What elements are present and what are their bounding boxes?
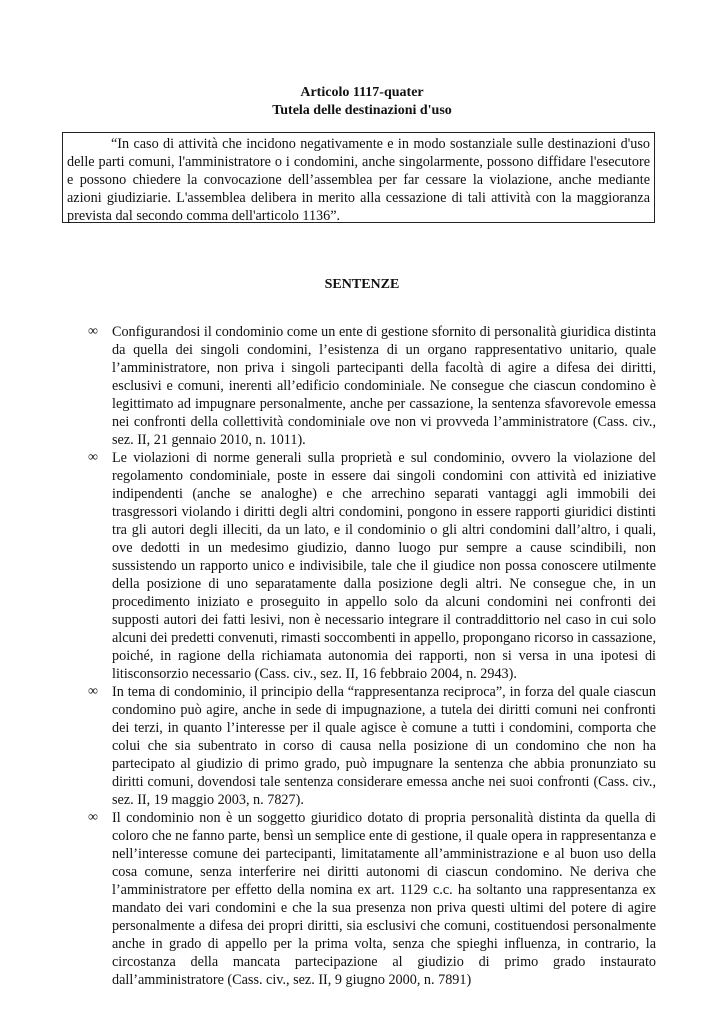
ruling-text: Le violazioni di norme generali sulla proprietà e sul condominio, ovvero la violazione del regolamento condominiale, poste in essere dai singoli condomini con attività ed iniziative indipendenti (anche se analoghe) e che arrechino separati vantaggi agli immobili dei trasgressori violando i diritti degli altri condomini, pongono in essere rapporti giuridici distinti tra gli autori degli illeciti, da un lato, e il condominio o gli altri condomini dall’altro, i quali, ove dedotti in un medesimo giudizio, danno luogo pur sempre a cause scindibili, non sussistendo un rapporto unico e indivisibile, tale che il giudice non possa conoscere utilmente della posizione di uno separatamente dalla posizione degli altri. Ne consegue che, in un procedimento iniziato e proseguito in appello solo da alcuni condomini nei confronti dei supposti autori dei fatti lesivi, non è necessario integrare il contraddittorio nel caso in cui solo alcuni dei predetti convenuti, rimasti soccombenti in appello, propongano ricorso in cassazione, poiché, in ragione della richiamata autonomia dei rapporti, non si versa in una ipotesi di litisconsorzio necessario (Cass. civ., sez. II, 16 febbraio 2004, n. 2943). — [112, 450, 656, 682]
rulings-list — [88, 323, 656, 989]
ruling-item — [88, 323, 656, 449]
ruling-item — [88, 449, 656, 683]
bullet-icon: ∞ — [88, 810, 98, 825]
ruling-item — [88, 683, 656, 809]
ruling-text: Configurandosi il condominio come un ente di gestione sfornito di personalità giuridica distinta da quella dei singoli condomini, l’esistenza di un organo rappresentativo unitario, quale l’amministratore, non priva i singoli partecipanti della facoltà di agire a difesa dei diritti, esclusivi e comuni, inerenti all’edificio condominiale. Ne consegue che ciascun condomino è legittimato ad impugnare personalmente, anche per cassazione, la sentenza sfavorevole emessa nei confronti della collettività condominiale ove non vi provveda l’amministratore (Cass. civ., sez. II, 21 gennaio 2010, n. 1011). — [112, 324, 656, 448]
article-header — [0, 84, 724, 120]
section-heading: SENTENZE — [324, 277, 400, 292]
article-subtitle: Tutela delle destinazioni d'uso — [272, 103, 452, 118]
article-title: Articolo 1117-quater — [300, 85, 424, 100]
ruling-text: Il condominio non è un soggetto giuridico dotato di propria personalità distinta da quella di coloro che ne fanno parte, bensì un semplice ente di gestione, il quale opera in rappresentanza e nell’interesse comune dei partecipanti, limitatamente all’amministrazione e al buon uso della cosa comune, senza interferire nei diritti autonomi di ciascun condomino. Ne deriva che l’amministratore per effetto della nomina ex art. 1129 c.c. ha soltanto una rappresentanza ex mandato dei vari condomini e che la sua presenza non priva questi ultimi del potere di agire personalmente a difesa dei propri diritti, sia esclusivi che comuni, costituendosi personalmente anche in grado di appello per la prima volta, senza che spieghi influenza, in contrario, la circostanza della mancata partecipazione al giudizio di primo grado instaurato dall’amministratore (Cass. civ., sez. II, 9 giugno 2000, n. 7891) — [112, 810, 656, 988]
article-quote-text: “In caso di attività che incidono negativamente e in modo sostanziale sulle destinazioni d'uso delle parti comuni, l'amministratore o i condomini, anche singolarmente, possono diffidare l'esecutore e possono chiedere la convocazione dell’assemblea per far cessare la violazione, anche mediante azioni giudiziarie. L'assemblea delibera in merito alla cessazione di tali attività con la maggioranza prevista dal secondo comma dell'articolo 1136”. — [67, 136, 650, 224]
ruling-item — [88, 809, 656, 989]
bullet-icon: ∞ — [88, 324, 98, 339]
article-text-box — [62, 132, 655, 223]
bullet-icon: ∞ — [88, 450, 98, 465]
ruling-text: In tema di condominio, il principio della “rappresentanza reciproca”, in forza del quale ciascun condomino può agire, anche in sede di impugnazione, a tutela dei diritti comuni nei confronti dei terzi, in quanto l’interesse per il quale agisce è comune a tutti i condomini, comporta che colui che sia subentrato in corso di causa nella posizione di un condomino che non ha partecipato al giudizio di primo grado, può impugnare la sentenza che abbia pronunziato su diritti comuni, dovendosi tale sentenza considerare emessa anche nei suoi confronti (Cass. civ., sez. II, 19 maggio 2003, n. 7827). — [112, 684, 656, 808]
bullet-icon: ∞ — [88, 684, 98, 699]
